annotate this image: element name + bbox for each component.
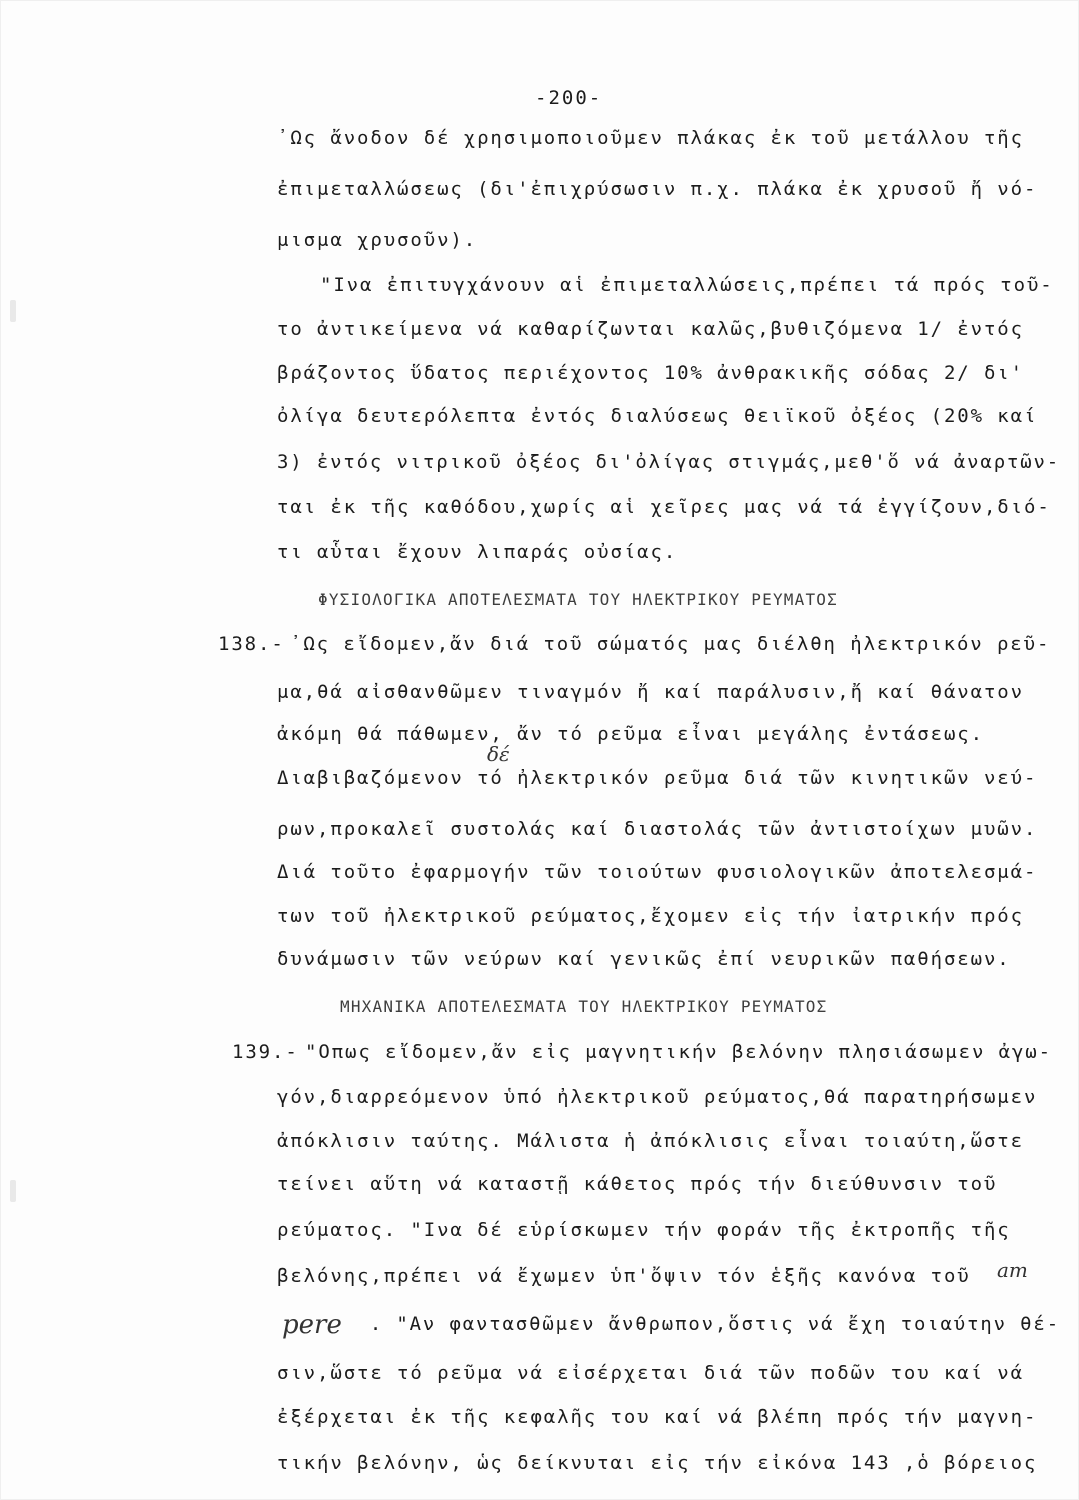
handwritten-annotation: δέ [487,742,510,766]
section-heading: ΦΥΣΙΟΛΟΓΙΚΑ ΑΠΟΤΕΛΕΣΜΑΤΑ ΤΟΥ ΗΛΕΚΤΡΙΚΟΥ ΡΕΥΜΑΤΟΣ [318,590,838,609]
text-line: ᾿Ως εἴδομεν,ἄν διά τοῦ σώματός μας διέλθη ἠλεκτρικόν ρεῦ- [290,633,1051,655]
text-line: Διαβιβαζόμενον τό ἠλεκτρικόν ρεῦμα διά τῶν κινητικῶν νεύ- [277,767,1038,789]
text-line: "Οπως εἴδομεν,ἄν εἰς μαγνητικήν βελόνην πλησιάσωμεν ἀγω- [305,1041,1052,1063]
text-line: . "Αν φαντασθῶμεν ἄνθρωπον,ὅστις νά ἔχη τοιαύτην θέ- [330,1313,1060,1335]
text-line: 3) ἐντός νιτρικοῦ ὀξέος δι'ὀλίγας στιγμάς,μεθ'ὅ νά ἀναρτῶν- [277,451,1061,473]
handwritten-annotation: pere [282,1310,342,1340]
text-line: βράζοντος ὕδατος περιέχοντος 10% ἀνθρακικῆς σόδας 2/ δι' [277,362,1024,384]
text-line: γόν,διαρρεόμενον ὑπό ἠλεκτρικοῦ ρεύματος,θά παρατηρήσωμεν [277,1086,1038,1108]
paragraph-number: 138.- [218,633,285,655]
text-line: ται ἐκ τῆς καθόδου,χωρίς αἱ χεῖρες μας νά τά ἐγγίζουν,διό- [277,496,1051,518]
text-line: βελόνης,πρέπει νά ἔχωμεν ὑπ'ὄψιν τόν ἑξῆς κανόνα τοῦ [277,1265,971,1287]
text-line: δυνάμωσιν τῶν νεύρων καί γενικῶς ἐπί νευρικῶν παθήσεων. [277,948,1011,970]
text-line: ἀπόκλισιν ταύτης. Μάλιστα ἡ ἀπόκλισις εἶναι τοιαύτη,ὥστε [277,1130,1024,1152]
punch-hole-mark [10,300,16,322]
text-line: τείνει αὕτη νά καταστῇ κάθετος πρός τήν διεύθυνσιν τοῦ [277,1173,998,1195]
text-line: σιν,ὥστε τό ρεῦμα νά εἰσέρχεται διά τῶν ποδῶν του καί νά [277,1362,1024,1384]
punch-hole-mark [10,1180,16,1202]
text-line: μισμα χρυσοῦν). [277,229,478,251]
text-line: ἀκόμη θά πάθωμεν, ἄν τό ρεῦμα εἶναι μεγάλης ἐντάσεως. [277,723,984,745]
text-line: τι αὗται ἔχουν λιπαράς οὐσίας. [277,541,678,563]
text-line: ἐπιμεταλλώσεως (δι'ἐπιχρύσωσιν π.χ. πλάκα ἐκ χρυσοῦ ἤ νό- [277,178,1038,200]
section-heading: ΜΗΧΑΝΙΚΑ ΑΠΟΤΕΛΕΣΜΑΤΑ ΤΟΥ ΗΛΕΚΤΡΙΚΟΥ ΡΕΥΜΑΤΟΣ [340,997,828,1016]
text-line: ἐξέρχεται ἐκ τῆς κεφαλῆς του καί νά βλέπη πρός τήν μαγνη- [277,1406,1038,1428]
page-number: -200- [535,87,603,109]
text-line: ὀλίγα δευτερόλεπτα ἐντός διαλύσεως θειϊκοῦ ὀξέος (20% καί [277,405,1038,427]
text-line: των τοῦ ἠλεκτρικοῦ ρεύματος,ἔχομεν εἰς τήν ἰατρικήν πρός [277,905,1024,927]
text-line: ρων,προκαλεῖ συστολάς καί διαστολάς τῶν ἀντιστοίχων μυῶν. [277,818,1038,840]
text-line: "Ινα ἐπιτυγχάνουν αἱ ἐπιμεταλλώσεις,πρέπει τά πρός τοῦ- [320,274,1054,296]
text-line: ρεύματος. "Ινα δέ εὑρίσκωμεν τήν φοράν τῆς ἐκτροπῆς τῆς [277,1219,1011,1241]
text-line: Διά τοῦτο ἐφαρμογήν τῶν τοιούτων φυσιολογικῶν ἀποτελεσμά- [277,861,1038,883]
text-line: μα,θά αἰσθανθῶμεν τιναγμόν ἤ καί παράλυσιν,ἤ καί θάνατον [277,681,1024,703]
text-line: το ἀντικείμενα νά καθαρίζωνται καλῶς,βυθιζόμενα 1/ ἐντός [277,318,1024,340]
text-line: τικήν βελόνην, ὡς δείκνυται εἰς τήν εἰκόνα 143 ,ὁ βόρειος [277,1452,1038,1474]
paragraph-number: 139.- [232,1041,299,1063]
text-line: ᾿Ως ἄνοδον δέ χρησιμοποιοῦμεν πλάκας ἐκ τοῦ μετάλλου τῆς [277,127,1024,149]
handwritten-annotation: am [997,1258,1028,1282]
